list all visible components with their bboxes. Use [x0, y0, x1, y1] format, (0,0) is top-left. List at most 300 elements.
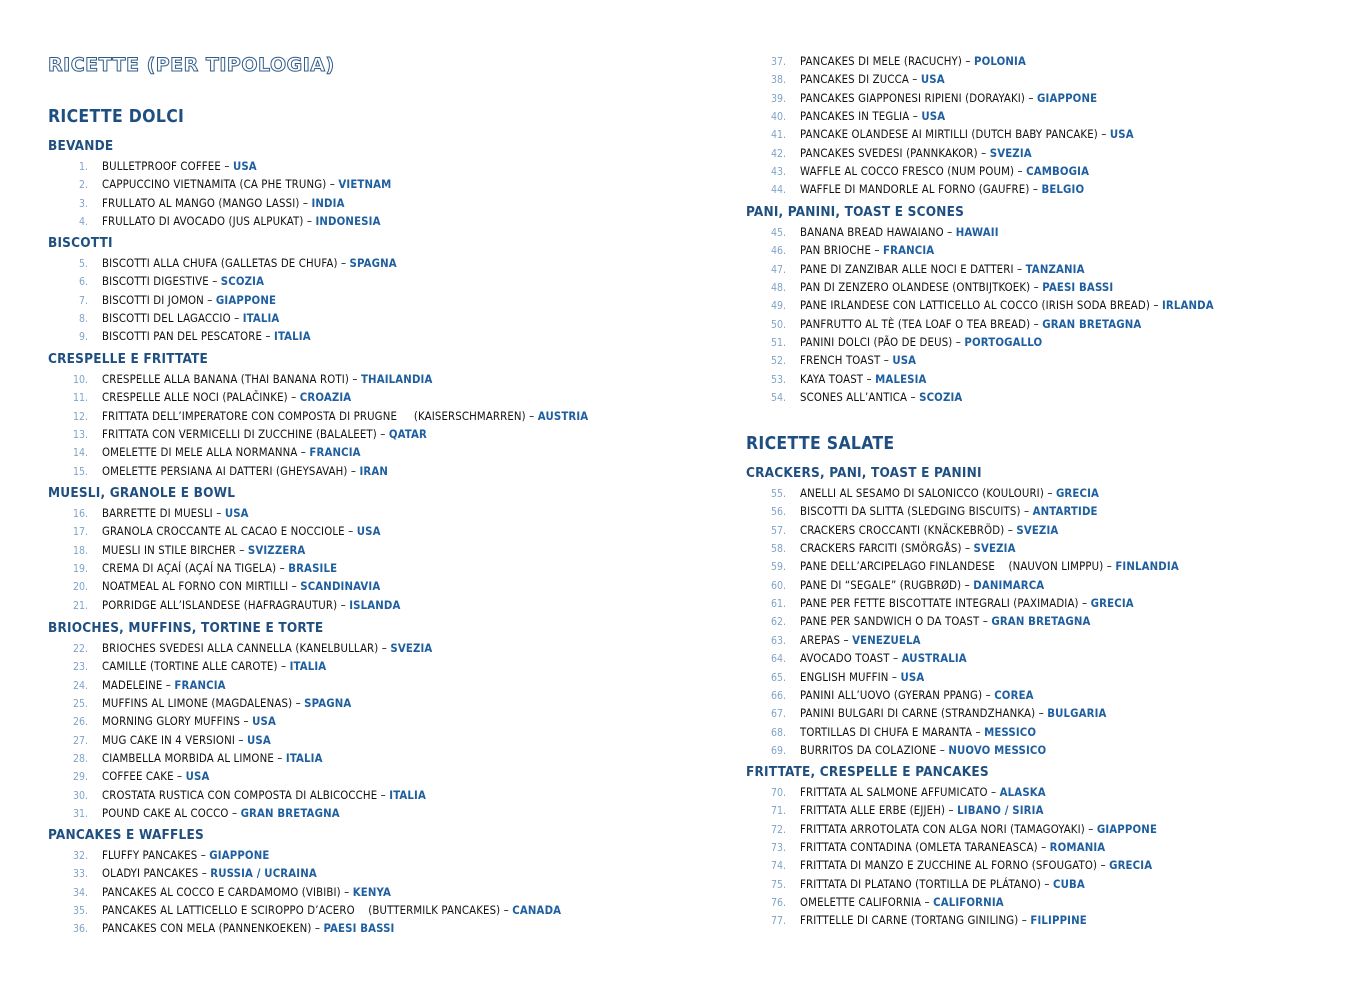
recipe-country: SVEZIA	[1016, 523, 1059, 537]
recipe-text	[800, 71, 945, 89]
recipe-country: IRAN	[359, 464, 389, 478]
recipe-text	[800, 613, 1091, 631]
recipe-name: PANE DI “SEGALE” (RUGBRØD)	[800, 578, 962, 592]
recipe-separator: –	[173, 770, 186, 784]
recipe-name: NOATMEAL AL FORNO CON MIRTILLI	[102, 580, 289, 594]
recipe-separator: –	[952, 336, 965, 350]
recipe-number: 23.	[72, 661, 88, 674]
recipe-text	[800, 705, 1107, 723]
recipe-text	[800, 261, 1085, 279]
recipe-name: PANCAKES DI ZUCCA	[800, 73, 909, 87]
recipe-country: IRLANDA	[1161, 299, 1214, 313]
recipe-name: PANINI BULGARI DI CARNE (STRANDZHANKA)	[800, 707, 1036, 721]
recipe-separator: –	[1041, 877, 1054, 891]
recipe-text	[102, 310, 279, 328]
recipe-text	[800, 297, 1214, 315]
recipe-text	[800, 145, 1032, 163]
recipe-name: GRANOLA CROCCANTE AL CACAO E NOCCIOLE	[102, 525, 345, 539]
recipe-text	[800, 632, 921, 650]
recipe-text	[800, 876, 1085, 894]
recipe-number: 66.	[770, 689, 786, 702]
recipe-country: USA	[356, 525, 381, 539]
recipe-separator: –	[943, 226, 956, 239]
recipe-name: PANCAKES AL LATTICELLO E SCIROPPO D’ACERO (BUTTERMILK PANCAKES)	[102, 904, 501, 918]
recipe-separator: –	[234, 733, 247, 747]
recipe-text	[102, 371, 432, 389]
recipe-text	[800, 503, 1098, 521]
recipe-number: 55.	[770, 488, 786, 500]
recipe-number: 64.	[770, 653, 786, 666]
recipe-name: CRESPELLE ALLA BANANA (THAI BANANA ROTI)	[102, 373, 349, 386]
recipe-country: ITALIA	[389, 788, 426, 802]
recipe-name: FRENCH TOAST	[800, 354, 881, 368]
recipe-separator: –	[961, 578, 974, 592]
recipe-number: 3.	[78, 197, 88, 210]
recipe-text	[800, 540, 1016, 558]
recipe-name: PAN BRIOCHE	[800, 244, 872, 258]
recipe-name: BULLETPROOF COFFEE	[102, 160, 221, 173]
recipe-country: USA	[224, 507, 249, 520]
recipe-number: 6.	[78, 276, 88, 289]
recipe-text	[800, 595, 1134, 613]
recipe-text	[102, 273, 264, 291]
recipe-name: WAFFLE DI MANDORLE AL FORNO (GAUFRE)	[800, 183, 1030, 197]
recipe-text	[102, 255, 397, 273]
recipe-country: GRECIA	[1090, 597, 1134, 611]
recipe-name: CREMA DI AÇAÍ (AÇAÍ NA TIGELA)	[102, 562, 277, 576]
main-heading-salate: RICETTE SALATE	[746, 434, 895, 454]
recipe-name: BISCOTTI DIGESTIVE	[102, 275, 209, 289]
recipe-text	[102, 389, 351, 407]
recipe-country: PAESI BASSI	[323, 922, 395, 936]
recipe-country: SCANDINAVIA	[300, 580, 381, 594]
recipe-country: NUOVO MESSICO	[948, 743, 1047, 757]
recipe-name: PANCAKES AL COCCO E CARDAMOMO (VIBIBI)	[102, 885, 341, 899]
category-heading: BISCOTTI	[48, 235, 113, 251]
recipe-number: 57.	[770, 524, 786, 537]
recipe-number: 27.	[72, 734, 88, 747]
recipe-number: 5.	[78, 258, 88, 270]
recipe-separator: –	[977, 146, 990, 160]
recipe-text	[800, 522, 1058, 540]
recipe-number: 58.	[770, 543, 786, 556]
recipe-number: 32.	[72, 850, 88, 862]
recipe-text	[800, 279, 1113, 297]
recipe-separator: –	[348, 373, 361, 386]
recipe-country: AUSTRIA	[537, 409, 589, 423]
recipe-text	[800, 650, 967, 668]
recipe-text	[102, 732, 271, 750]
recipe-separator: –	[220, 160, 233, 173]
recipe-separator: –	[228, 807, 241, 821]
recipe-name: CROSTATA RUSTICA CON COMPOSTA DI ALBICOCCHE	[102, 788, 378, 802]
recipe-separator: –	[962, 55, 974, 68]
recipe-name: BISCOTTI PAN DEL PESCATORE	[102, 330, 263, 344]
recipe-text	[800, 784, 1046, 802]
recipe-number: 14.	[72, 447, 88, 460]
recipe-country: USA	[900, 670, 925, 684]
recipe-text	[800, 485, 1099, 503]
recipe-name: AVOCADO TOAST	[800, 652, 890, 666]
recipe-separator: –	[871, 244, 884, 258]
recipe-separator: –	[1097, 128, 1110, 142]
recipe-separator: –	[287, 391, 300, 405]
recipe-number: 52.	[770, 355, 786, 368]
recipe-country: FRANCIA	[174, 678, 226, 692]
recipe-name: FRITTATA CONTADINA (OMLETA TARANEASCA)	[800, 841, 1038, 855]
category-heading: FRITTATE, CRESPELLE E PANCAKES	[746, 764, 989, 780]
recipe-number: 4.	[78, 216, 88, 229]
recipe-separator: –	[197, 849, 210, 862]
recipe-country: GRAN BRETAGNA	[240, 807, 340, 821]
recipe-separator: –	[340, 885, 353, 899]
recipe-number: 36.	[72, 923, 88, 936]
recipe-separator: –	[276, 562, 289, 576]
recipe-separator: –	[1029, 183, 1042, 197]
recipe-number: 37.	[770, 56, 786, 68]
recipe-number: 73.	[770, 842, 786, 855]
recipe-country: GIAPPONE	[215, 293, 277, 307]
recipe-separator: –	[1097, 859, 1110, 873]
recipe-separator: –	[347, 464, 360, 478]
recipe-separator: –	[1037, 841, 1050, 855]
recipe-text	[102, 768, 210, 786]
recipe-text	[800, 352, 916, 370]
recipe-name: CRESPELLE ALLE NOCI (PALAČINKE)	[102, 391, 288, 405]
recipe-name: PANFRUTTO AL TÈ (TEA LOAF O TEA BREAD)	[800, 317, 1031, 331]
recipe-number: 34.	[72, 886, 88, 899]
recipe-name: TORTILLAS DI CHUFA E MARANTA	[800, 725, 973, 739]
recipe-country: VENEZUELA	[852, 633, 921, 647]
recipe-country: AUSTRALIA	[901, 652, 967, 666]
category-heading: BEVANDE	[48, 138, 114, 154]
recipe-name: CAPPUCCINO VIETNAMITA (CA PHE TRUNG)	[102, 178, 327, 192]
recipe-name: FRITTATA ARROTOLATA CON ALGA NORI (TAMAGOYAKI)	[800, 822, 1085, 836]
recipe-separator: –	[337, 598, 350, 612]
recipe-separator: –	[230, 312, 243, 326]
recipe-name: FRULLATO AL MANGO (MANGO LASSI)	[102, 196, 300, 210]
recipe-number: 47.	[770, 263, 786, 276]
recipe-number: 24.	[72, 679, 88, 692]
recipe-country: GRECIA	[1109, 859, 1153, 873]
recipe-separator: –	[326, 178, 339, 192]
recipe-text	[800, 389, 962, 407]
recipe-country: ANTARTIDE	[1032, 505, 1098, 519]
recipe-text	[800, 334, 1042, 352]
recipe-separator: –	[1018, 914, 1031, 928]
recipe-text	[800, 839, 1105, 857]
recipe-text	[102, 787, 426, 805]
recipe-text	[102, 750, 323, 768]
recipe-name: OMELETTE DI MELE ALLA NORMANNA	[102, 446, 298, 460]
recipe-separator: –	[888, 670, 901, 684]
page-title: RICETTE (PER TIPOLOGIA)	[48, 54, 335, 76]
recipe-text	[102, 695, 351, 713]
recipe-country: GRAN BRETAGNA	[1042, 317, 1142, 331]
recipe-country: CAMBOGIA	[1026, 165, 1090, 179]
recipe-country: DANIMARCA	[973, 578, 1045, 592]
recipe-country: SPAGNA	[304, 697, 352, 711]
recipe-country: ROMANIA	[1049, 841, 1106, 855]
recipe-text	[102, 542, 305, 560]
recipe-name: PANINI DOLCI (PÃO DE DEUS)	[800, 336, 953, 350]
recipe-number: 61.	[770, 598, 786, 611]
recipe-number: 45.	[770, 227, 786, 239]
recipe-number: 51.	[770, 337, 786, 350]
recipe-text	[800, 742, 1046, 760]
recipe-country: GIAPPONE	[209, 849, 270, 862]
recipe-separator: –	[198, 867, 211, 881]
recipe-text	[800, 53, 1026, 71]
recipe-text	[102, 713, 276, 731]
recipe-country: KENYA	[352, 885, 391, 899]
recipe-text	[800, 821, 1157, 839]
recipe-number: 46.	[770, 245, 786, 258]
recipe-name: BANANA BREAD HAWAIANO	[800, 226, 944, 239]
recipe-number: 77.	[770, 915, 786, 928]
recipe-separator: –	[863, 372, 876, 386]
recipe-name: BURRITOS DA COLAZIONE	[800, 743, 937, 757]
recipe-country: POLONIA	[973, 55, 1026, 68]
recipe-country: BELGIO	[1041, 183, 1085, 197]
recipe-text	[102, 195, 345, 213]
recipe-text	[800, 894, 1004, 912]
recipe-name: KAYA TOAST	[800, 372, 864, 386]
recipe-name: PORRIDGE ALL’ISLANDESE (HAFRAGRAUTUR)	[102, 598, 338, 612]
recipe-name: MUFFINS AL LIMONE (MAGDALENAS)	[102, 697, 293, 711]
recipe-name: PANCAKES DI MELE (RACUCHY)	[800, 55, 962, 68]
category-heading: BRIOCHES, MUFFINS, TORTINE E TORTE	[48, 620, 324, 636]
recipe-text	[102, 426, 427, 444]
recipe-name: PANE DELL’ARCIPELAGO FINLANDESE (NAUVON LIMPPU)	[800, 560, 1104, 574]
recipe-text	[800, 316, 1141, 334]
recipe-country: USA	[252, 715, 277, 729]
main-heading-dolci: RICETTE DOLCI	[48, 107, 185, 127]
recipe-number: 48.	[770, 282, 786, 295]
recipe-separator: –	[299, 196, 312, 210]
recipe-text	[102, 505, 249, 523]
recipe-name: BISCOTTI DI JOMON	[102, 293, 204, 307]
recipe-number: 49.	[770, 300, 786, 313]
recipe-number: 1.	[78, 161, 88, 173]
recipe-country: USA	[921, 110, 946, 124]
category-heading: MUESLI, GRANOLE E BOWL	[48, 485, 236, 501]
recipe-country: QATAR	[388, 428, 427, 442]
recipe-number: 76.	[770, 897, 786, 910]
recipe-separator: –	[212, 507, 225, 520]
recipe-country: ALASKA	[999, 786, 1046, 799]
recipe-separator: –	[921, 896, 934, 910]
recipe-number: 20.	[72, 581, 88, 594]
recipe-number: 33.	[72, 868, 88, 881]
recipe-number: 35.	[72, 905, 88, 918]
recipe-name: COFFEE CAKE	[102, 770, 174, 784]
recipe-country: COREA	[994, 688, 1034, 702]
recipe-separator: –	[909, 110, 922, 124]
recipe-separator: –	[525, 409, 538, 423]
recipe-name: FLUFFY PANCAKES	[102, 849, 198, 862]
recipe-name: FRITTATA CON VERMICELLI DI ZUCCHINE (BALALEET)	[102, 428, 377, 442]
recipe-text	[102, 560, 337, 578]
recipe-country: USA	[1109, 128, 1134, 142]
recipe-name: PANE DI ZANZIBAR ALLE NOCI E DATTERI	[800, 262, 1014, 276]
recipe-number: 13.	[72, 429, 88, 442]
recipe-separator: –	[378, 642, 391, 655]
recipe-name: CAMILLE (TORTINE ALLE CAROTE)	[102, 660, 278, 674]
recipe-name: OMELETTE CALIFORNIA	[800, 896, 922, 910]
recipe-country: BRASILE	[288, 562, 338, 576]
recipe-text	[800, 577, 1044, 595]
recipe-text	[800, 90, 1097, 108]
recipe-number: 74.	[770, 860, 786, 873]
recipe-name: ENGLISH MUFFIN	[800, 670, 889, 684]
recipe-name: POUND CAKE AL COCCO	[102, 807, 229, 821]
recipe-name: PANE IRLANDESE CON LATTICELLO AL COCCO (IRISH SODA BREAD)	[800, 299, 1150, 313]
recipe-number: 44.	[770, 184, 786, 197]
recipe-text	[800, 687, 1034, 705]
recipe-name: PANCAKES GIAPPONESI RIPIENI (DORAYAKI)	[800, 91, 1026, 105]
recipe-text	[102, 213, 381, 231]
recipe-number: 72.	[770, 823, 786, 836]
recipe-separator: –	[235, 543, 248, 557]
recipe-country: ITALIA	[285, 752, 323, 766]
recipe-separator: –	[297, 446, 310, 460]
recipe-country: SCOZIA	[220, 275, 265, 289]
recipe-number: 40.	[770, 111, 786, 124]
recipe-country: FILIPPINE	[1030, 914, 1087, 928]
recipe-separator: –	[500, 904, 513, 918]
recipe-number: 38.	[770, 74, 786, 87]
recipe-text	[800, 181, 1084, 199]
recipe-number: 17.	[72, 526, 88, 539]
recipe-separator: –	[277, 660, 290, 674]
recipe-country: CUBA	[1053, 877, 1085, 891]
recipe-country: CROAZIA	[299, 391, 352, 405]
recipe-number: 39.	[770, 92, 786, 105]
recipe-country: USA	[892, 354, 917, 368]
recipe-separator: –	[377, 788, 390, 802]
category-heading: CRESPELLE E FRITTATE	[48, 351, 208, 367]
recipe-number: 67.	[770, 708, 786, 721]
recipe-name: MORNING GLORY MUFFINS	[102, 715, 241, 729]
recipe-separator: –	[840, 633, 853, 647]
recipe-separator: –	[240, 715, 253, 729]
recipe-number: 50.	[770, 318, 786, 331]
recipe-separator: –	[262, 330, 275, 344]
recipe-country: MESSICO	[984, 725, 1037, 739]
recipe-separator: –	[1030, 317, 1043, 331]
recipe-name: CRACKERS FARCITI (SMÖRGÅS)	[800, 542, 962, 556]
recipe-number: 25.	[72, 698, 88, 711]
recipe-number: 53.	[770, 373, 786, 386]
recipe-separator: –	[1020, 505, 1033, 519]
recipe-country: GRECIA	[1055, 487, 1100, 500]
recipe-country: INDONESIA	[315, 215, 381, 229]
recipe-number: 19.	[72, 563, 88, 576]
recipe-name: FRITTATA DELL’IMPERATORE CON COMPOSTA DI PRUGNE (KAISERSCHMARREN)	[102, 409, 526, 423]
recipe-country: USA	[232, 160, 257, 173]
recipe-separator: –	[311, 922, 324, 936]
recipe-number: 75.	[770, 878, 786, 891]
recipe-name: FRITTATA DI PLATANO (TORTILLA DE PLÁTANO)	[800, 877, 1042, 891]
recipe-name: BISCOTTI DA SLITTA (SLEDGING BISCUITS)	[800, 505, 1021, 519]
recipe-number: 8.	[78, 313, 88, 326]
recipe-text	[102, 884, 391, 902]
recipe-number: 42.	[770, 147, 786, 160]
recipe-name: WAFFLE AL COCCO FRESCO (NUM POUM)	[800, 165, 1015, 179]
recipe-number: 12.	[72, 410, 88, 423]
recipe-text	[102, 920, 394, 938]
recipe-separator: –	[972, 725, 985, 739]
recipe-country: BULGARIA	[1047, 707, 1107, 721]
recipe-text	[102, 677, 226, 695]
recipe-country: ITALIA	[289, 660, 327, 674]
recipe-separator: –	[162, 678, 175, 692]
recipe-number: 22.	[72, 643, 88, 655]
recipe-text	[800, 126, 1134, 144]
recipe-name: CRACKERS CROCCANTI (KNÄCKEBRÖD)	[800, 523, 1005, 537]
recipe-number: 29.	[72, 771, 88, 784]
recipe-number: 21.	[72, 599, 88, 612]
recipe-country: HAWAII	[955, 226, 999, 239]
recipe-separator: –	[292, 697, 305, 711]
recipe-number: 9.	[78, 331, 88, 344]
recipe-name: OMELETTE PERSIANA AI DATTERI (GHEYSAVAH)	[102, 464, 348, 478]
recipe-number: 31.	[72, 808, 88, 821]
recipe-country: SCOZIA	[919, 391, 963, 405]
recipe-text	[102, 158, 257, 176]
recipe-separator: –	[1078, 597, 1091, 611]
recipe-number: 62.	[770, 616, 786, 629]
recipe-text	[102, 805, 340, 823]
recipe-country: ITALIA	[274, 330, 311, 344]
recipe-country: CANADA	[512, 904, 562, 918]
recipe-text	[800, 108, 945, 126]
recipe-country: GRAN BRETAGNA	[991, 615, 1091, 629]
recipe-text	[800, 224, 999, 242]
recipe-separator: –	[376, 428, 389, 442]
recipe-country: FINLANDIA	[1115, 560, 1179, 574]
recipe-separator: –	[1149, 299, 1162, 313]
recipe-country: USA	[920, 73, 945, 87]
recipe-text	[800, 724, 1036, 742]
recipe-text	[800, 242, 934, 260]
recipe-name: PANCAKES SVEDESI (PANNKAKOR)	[800, 146, 978, 160]
recipe-country: GIAPPONE	[1037, 91, 1098, 105]
recipe-country: INDIA	[311, 196, 345, 210]
recipe-country: LIBANO / SIRIA	[957, 804, 1044, 818]
recipe-separator: –	[1084, 822, 1097, 836]
recipe-country: SVEZIA	[390, 642, 433, 655]
recipe-text	[800, 371, 927, 389]
recipe-name: CIAMBELLA MORBIDA AL LIMONE	[102, 752, 274, 766]
recipe-text	[102, 176, 391, 194]
recipe-separator: –	[1035, 707, 1048, 721]
recipe-country: TANZANIA	[1025, 262, 1085, 276]
recipe-number: 10.	[72, 374, 88, 386]
recipe-number: 43.	[770, 166, 786, 179]
recipe-number: 54.	[770, 392, 786, 405]
recipe-number: 16.	[72, 508, 88, 520]
recipe-number: 68.	[770, 726, 786, 739]
recipe-separator: –	[961, 542, 974, 556]
recipe-name: BRIOCHES SVEDESI ALLA CANNELLA (KANELBULLAR)	[102, 642, 379, 655]
recipe-number: 15.	[72, 465, 88, 478]
recipe-text	[102, 640, 432, 658]
recipe-number: 65.	[770, 671, 786, 684]
recipe-text	[800, 558, 1179, 576]
recipe-name: MUESLI IN STILE BIRCHER	[102, 543, 236, 557]
